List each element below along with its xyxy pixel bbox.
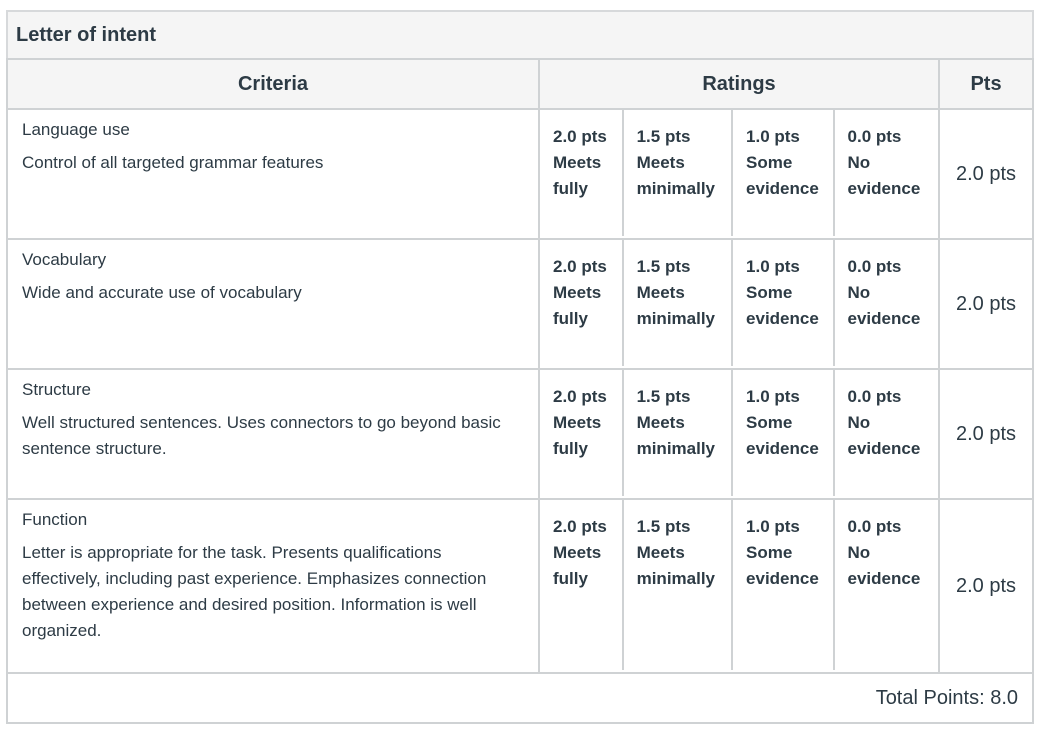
- rating-label: Meets: [553, 153, 602, 172]
- rating-label: Meets: [636, 153, 685, 172]
- ratings-cell: [539, 239, 939, 369]
- criterion-cell: [7, 109, 539, 239]
- rating-label: evidence: [847, 309, 921, 328]
- rating-label: Meets: [636, 543, 685, 562]
- rating-points: 1.5 pts: [636, 127, 691, 146]
- criterion-points: 2.0 pts: [939, 499, 1033, 673]
- rating-option: [624, 370, 733, 496]
- criterion-points: 2.0 pts: [939, 369, 1033, 499]
- rating-label: Some: [746, 153, 793, 172]
- criterion-title: Language use: [22, 120, 130, 139]
- rating-label: evidence: [847, 179, 921, 198]
- rating-label: evidence: [746, 569, 819, 588]
- criterion-row: [7, 109, 1033, 239]
- ratings-cell: [539, 369, 939, 499]
- rating-label: Some: [746, 543, 793, 562]
- rating-label: evidence: [746, 439, 819, 458]
- rating-label: fully: [553, 179, 588, 198]
- rating-label: evidence: [746, 179, 819, 198]
- rating-option: [624, 500, 733, 670]
- rating-label: minimally: [636, 439, 716, 458]
- rating-points: 2.0 pts: [553, 257, 607, 276]
- ratings-header: Ratings: [539, 59, 939, 109]
- rating-label: Meets: [553, 413, 602, 432]
- rating-option: [540, 240, 624, 366]
- criterion-description: Letter is appropriate for the task. Presents qualifications effectively, including past experience. Emphasizes connection between experience and desired position. Information is well organized.: [22, 543, 487, 640]
- rating-points: 1.0 pts: [746, 127, 800, 146]
- rating-points: 1.0 pts: [746, 517, 800, 536]
- rating-option: [624, 240, 733, 366]
- rating-points: 0.0 pts: [847, 257, 902, 276]
- rating-label: Some: [746, 283, 793, 302]
- criterion-title: Structure: [22, 380, 91, 399]
- criterion-description: Well structured sentences. Uses connectors to go beyond basic sentence structure.: [22, 413, 501, 458]
- rating-label: minimally: [636, 569, 716, 588]
- criterion-cell: [7, 239, 539, 369]
- criterion-description: Wide and accurate use of vocabulary: [22, 283, 302, 302]
- total-points: Total Points: 8.0: [7, 673, 1033, 723]
- rating-option: [835, 240, 938, 366]
- rating-label: No: [847, 543, 871, 562]
- rating-label: Meets: [636, 283, 685, 302]
- rating-label: evidence: [746, 309, 819, 328]
- rubric-table: [6, 58, 1034, 724]
- rating-label: evidence: [847, 439, 921, 458]
- rating-option: [733, 500, 834, 670]
- rating-label: No: [847, 413, 871, 432]
- rating-points: 0.0 pts: [847, 517, 902, 536]
- rating-label: No: [847, 153, 871, 172]
- criterion-description: Control of all targeted grammar features: [22, 153, 324, 172]
- rating-label: evidence: [847, 569, 921, 588]
- criterion-row: [7, 369, 1033, 499]
- rating-points: 1.5 pts: [636, 257, 691, 276]
- rating-points: 0.0 pts: [847, 387, 902, 406]
- rating-points: 1.0 pts: [746, 387, 800, 406]
- rating-points: 2.0 pts: [553, 517, 607, 536]
- rating-option: [540, 500, 624, 670]
- criterion-points: 2.0 pts: [939, 239, 1033, 369]
- criterion-title: Vocabulary: [22, 250, 107, 269]
- ratings-cell: [539, 109, 939, 239]
- criterion-cell: [7, 499, 539, 673]
- criterion-row: [7, 499, 1033, 673]
- rating-label: Some: [746, 413, 793, 432]
- rating-points: 1.5 pts: [636, 387, 691, 406]
- rating-points: 2.0 pts: [553, 127, 607, 146]
- rubric: [6, 10, 1032, 724]
- rating-option: [835, 500, 938, 670]
- rating-label: fully: [553, 439, 588, 458]
- rating-option: [733, 370, 834, 496]
- rating-option: [540, 110, 624, 236]
- rating-label: Meets: [553, 283, 602, 302]
- rating-points: 0.0 pts: [847, 127, 902, 146]
- criterion-cell: [7, 369, 539, 499]
- rating-label: Meets: [553, 543, 602, 562]
- rating-option: [624, 110, 733, 236]
- rating-label: fully: [553, 569, 588, 588]
- header-row: [7, 59, 1033, 109]
- rating-label: minimally: [636, 309, 716, 328]
- rating-option: [835, 110, 938, 236]
- rating-points: 2.0 pts: [553, 387, 607, 406]
- rating-option: [540, 370, 624, 496]
- rubric-title: Letter of intent: [6, 10, 1034, 58]
- rating-points: 1.0 pts: [746, 257, 800, 276]
- rating-label: fully: [553, 309, 588, 328]
- total-row: [7, 673, 1033, 723]
- rating-option: [733, 110, 834, 236]
- criterion-row: [7, 239, 1033, 369]
- rating-label: Meets: [636, 413, 685, 432]
- criteria-header: Criteria: [7, 59, 539, 109]
- rating-points: 1.5 pts: [636, 517, 691, 536]
- ratings-cell: [539, 499, 939, 673]
- rating-label: minimally: [636, 179, 716, 198]
- rating-option: [835, 370, 938, 496]
- pts-header: Pts: [939, 59, 1033, 109]
- rating-label: No: [847, 283, 871, 302]
- criterion-title: Function: [22, 510, 88, 529]
- criterion-points: 2.0 pts: [939, 109, 1033, 239]
- rating-option: [733, 240, 834, 366]
